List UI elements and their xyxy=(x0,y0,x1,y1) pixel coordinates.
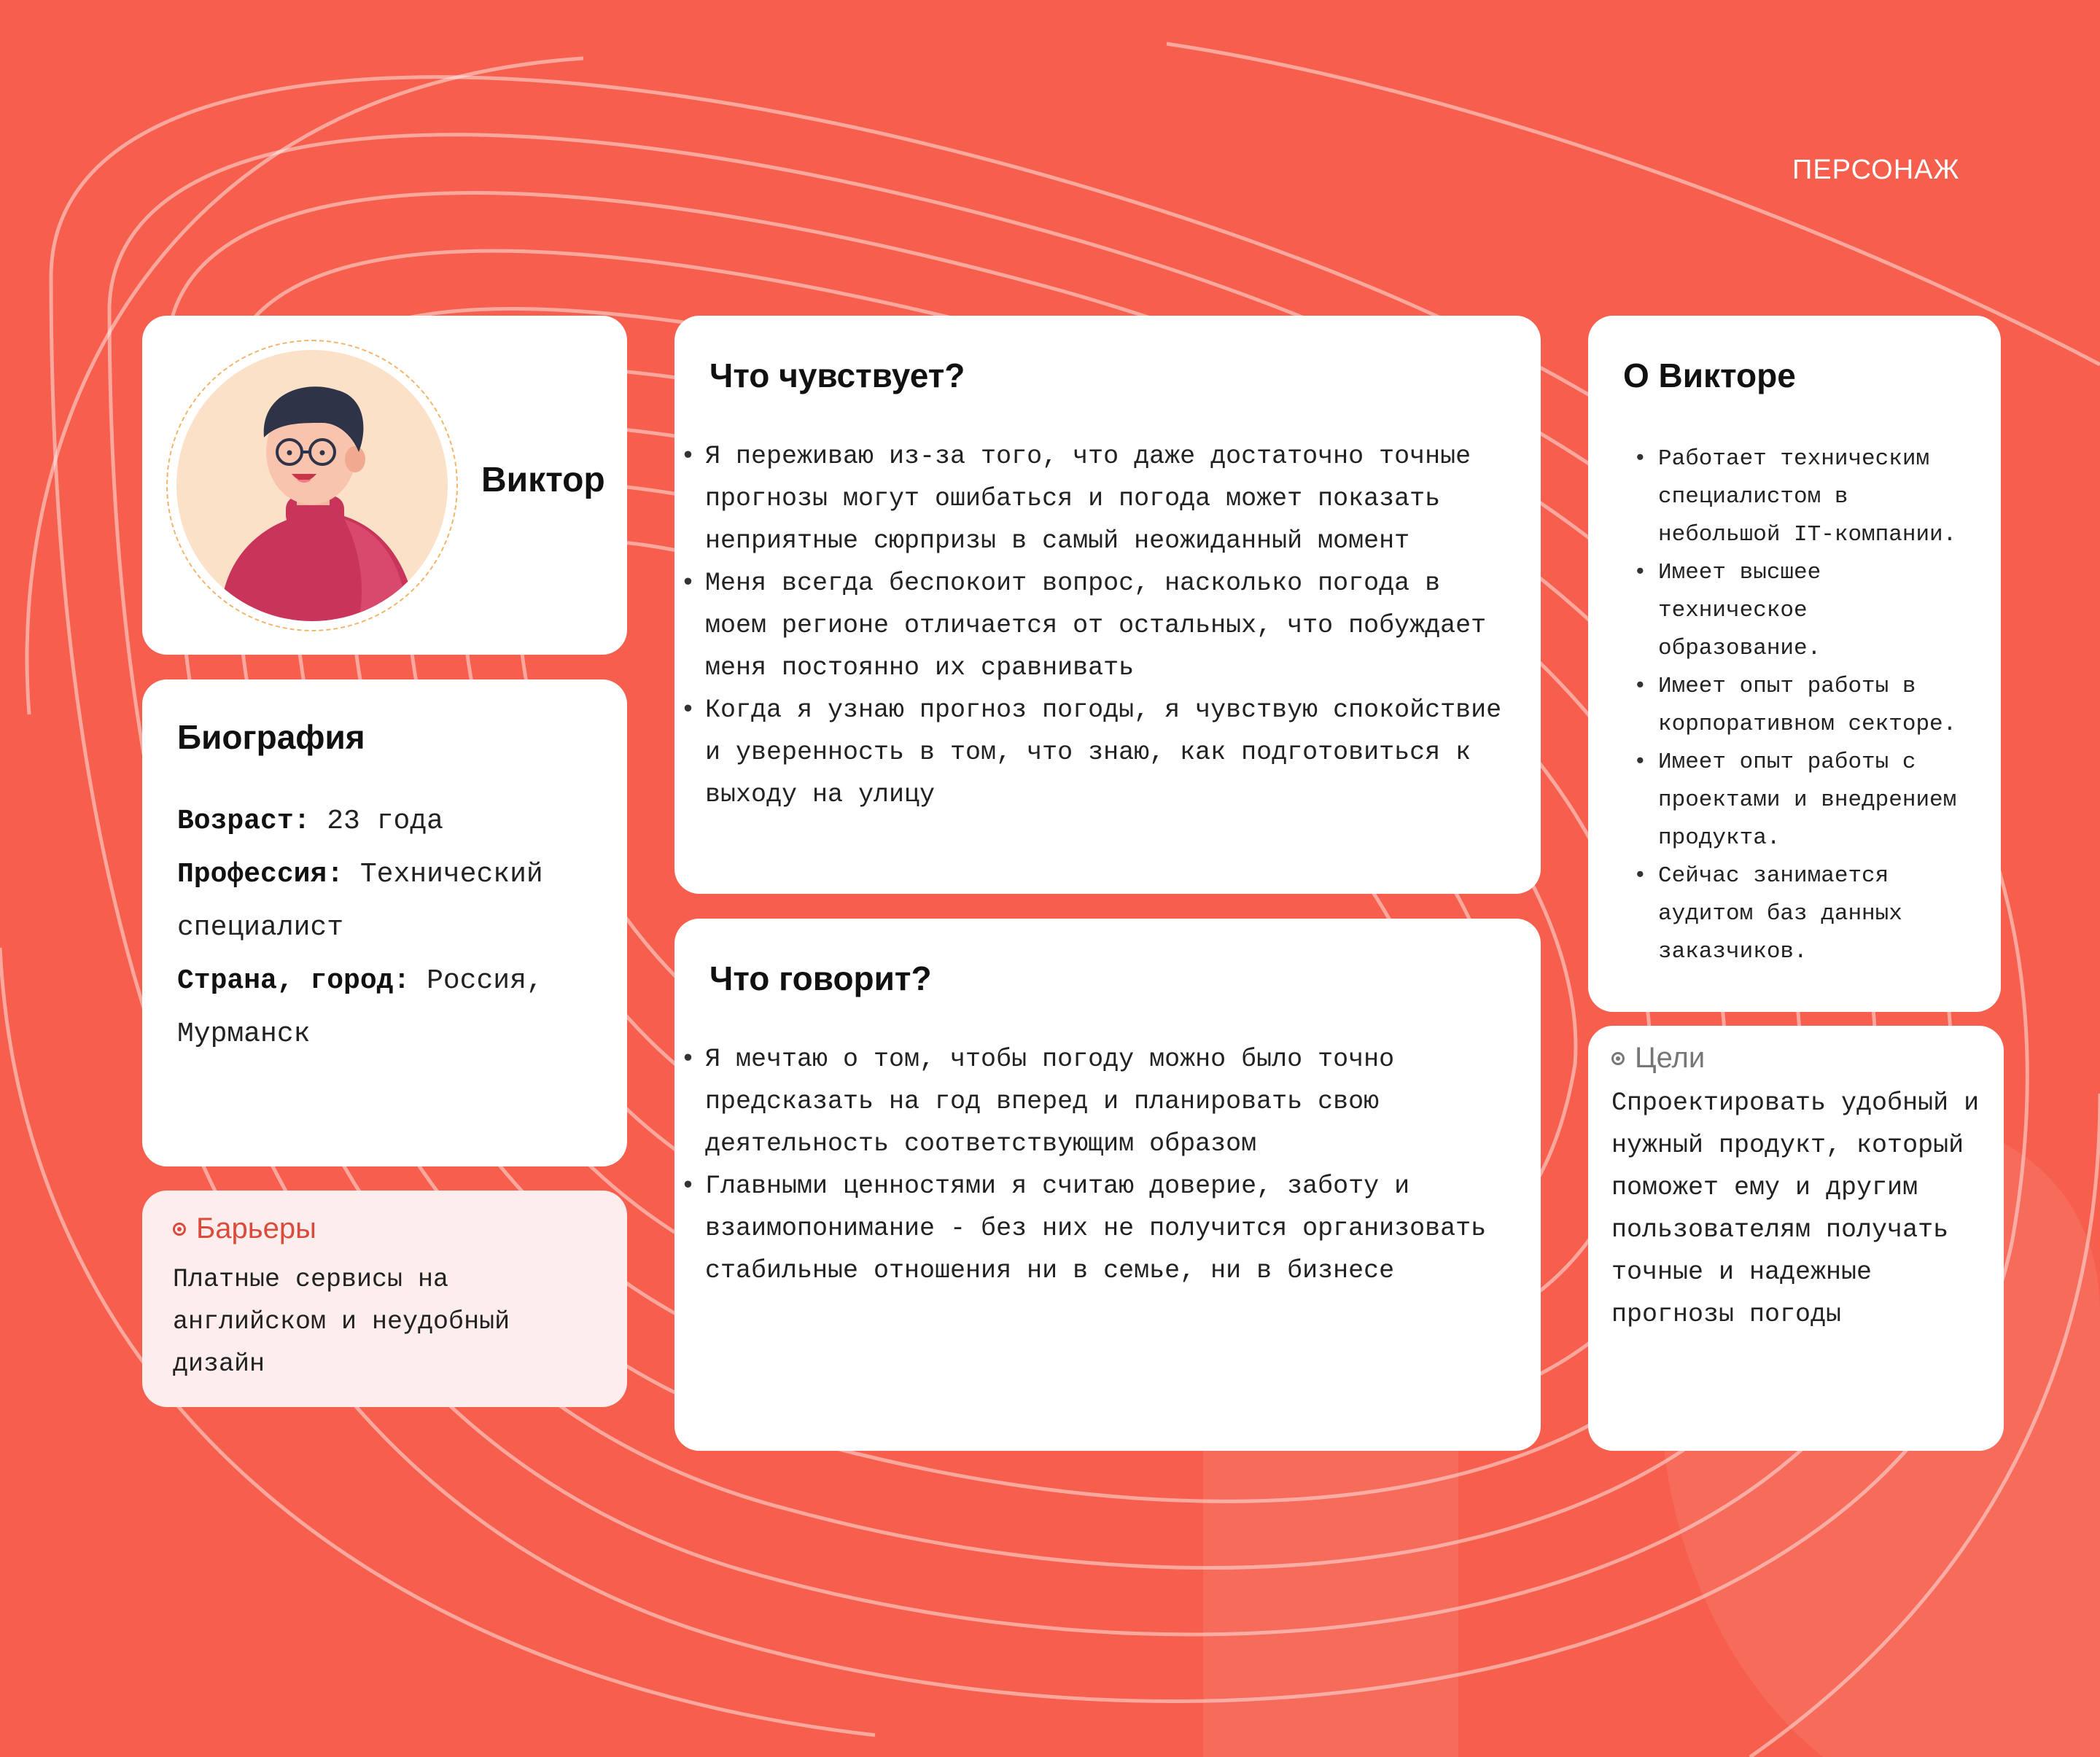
target-icon xyxy=(173,1223,186,1236)
bio-profession-label: Профессия: xyxy=(177,859,344,890)
avatar xyxy=(176,350,448,621)
list-item: • Имеет опыт работы в корпоративном секторе. xyxy=(1633,668,1966,744)
list-item: • Имеет опыт работы с проектами и внедрением продукта. xyxy=(1633,744,1966,857)
barriers-header xyxy=(173,1212,596,1245)
list-item: • Меня всегда беспокоит вопрос, насколько погода в моем регионе отличается от остальных, что побуждает меня постоянно их сравнивать xyxy=(680,562,1506,689)
goals-text: Спроектировать удобный и нужный продукт, который поможет ему и другим пользователям получать точные и надежные прогнозы погоды xyxy=(1611,1088,1980,1329)
page-section-label: ПЕРСОНАЖ xyxy=(1792,155,1960,185)
bio-profession-value: Технический специалист xyxy=(177,859,543,943)
bio-age xyxy=(177,795,592,848)
list-item: • Сейчас занимается аудитом баз данных заказчиков. xyxy=(1633,857,1966,971)
about-card xyxy=(1588,316,2001,1012)
list-item: • Я переживаю из-за того, что даже достаточно точные прогнозы могут ошибаться и погода может показать неприятные сюрпризы в самый неожиданный момент xyxy=(680,435,1506,562)
barriers-text: Платные сервисы на английском и неудобный дизайн xyxy=(173,1265,510,1379)
goals-card xyxy=(1588,1026,2004,1451)
about-list xyxy=(1623,440,1966,971)
bio-profession xyxy=(177,848,592,954)
says-title: Что говорит? xyxy=(709,959,932,997)
bio-location-value: Россия, Мурманск xyxy=(177,965,543,1050)
list-item: • Я мечтаю о том, чтобы погоду можно было точно предсказать на год вперед и планировать свою деятельность соответствующим образом xyxy=(680,1038,1506,1165)
bio-location-label: Страна, город: xyxy=(177,965,411,997)
goals-header xyxy=(1611,1042,1980,1075)
bio-age-value: 23 года xyxy=(327,806,443,837)
biography-card xyxy=(142,679,627,1166)
list-item: • Работает техническим специалистом в небольшой IT-компании. xyxy=(1633,440,1966,554)
persona-name: Виктор xyxy=(481,461,605,499)
bio-location xyxy=(177,954,592,1061)
feels-list xyxy=(666,435,1506,816)
says-list xyxy=(666,1038,1506,1292)
target-icon xyxy=(1611,1052,1625,1065)
says-card xyxy=(674,919,1541,1451)
about-title: О Викторе xyxy=(1623,357,1796,394)
feels-title: Что чувствует? xyxy=(709,357,965,394)
avatar-illustration xyxy=(176,350,448,621)
feels-card xyxy=(674,316,1541,894)
goals-title: Цели xyxy=(1635,1042,1706,1074)
barriers-card xyxy=(142,1191,627,1407)
barriers-title: Барьеры xyxy=(196,1212,316,1244)
list-item: • Имеет высшее техническое образование. xyxy=(1633,554,1966,668)
profile-card xyxy=(142,316,627,655)
list-item: • Когда я узнаю прогноз погоды, я чувствую спокойствие и уверенность в том, что знаю, как подготовиться к выходу на улицу xyxy=(680,689,1506,816)
list-item: • Главными ценностями я считаю доверие, заботу и взаимопонимание - без них не получится организовать стабильные отношения ни в семье, ни в бизнесе xyxy=(680,1165,1506,1292)
biography-title: Биография xyxy=(177,718,365,756)
bio-age-label: Возраст: xyxy=(177,806,311,837)
